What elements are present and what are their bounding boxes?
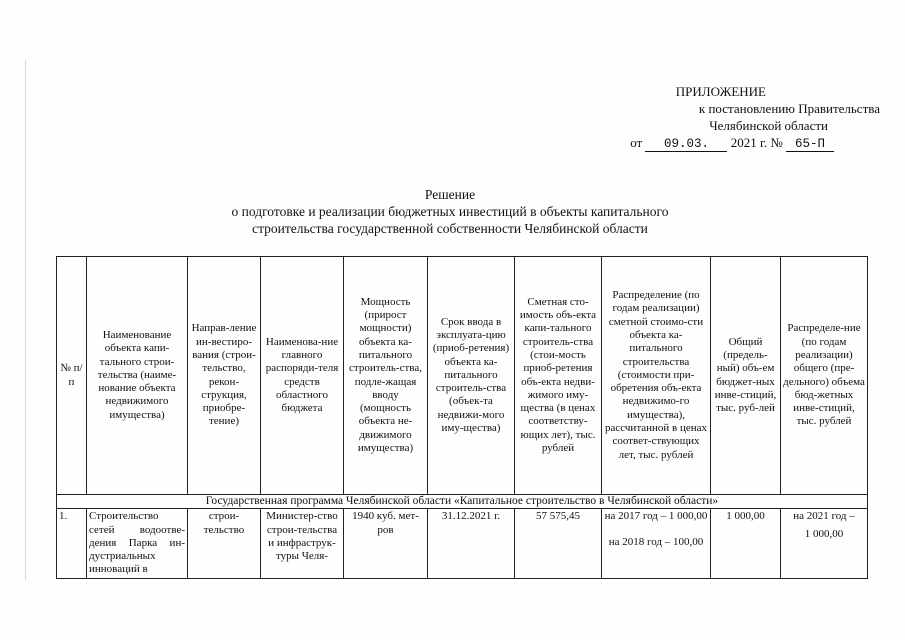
appendix-date-line (560, 134, 880, 152)
date-prefix: от (630, 135, 643, 150)
investment-table (56, 256, 868, 579)
cell-capacity: 1940 куб. мет-ров (344, 509, 428, 578)
cell-cost: 57 575,45 (515, 509, 602, 578)
col-header-deadline: Срок ввода в эксплуата-цию (приоб-ретения) объекта ка-питального строитель-ства (объек-та недвижи-мого иму-щества) (428, 257, 515, 495)
col-header-cost: Сметная сто-имость объ-екта капи-тального строитель-ства (стои-мость приоб-ретения объ-екта недви-жимого иму-щества (в ценах соответству-ющих лет), тыс. рублей (515, 257, 602, 495)
cell-deadline: 31.12.2021 г. (428, 509, 515, 578)
col-header-cost-distribution: Распределение (по годам реализации) сметной стоимо-сти объекта ка-питального строительства (стоимости при-обретения объ-екта недвижимо-го имущества), рассчитанной в ценах соответ-ствующих лет, тыс. рублей (602, 257, 711, 495)
number-field: 65-П (786, 137, 834, 152)
table-row (57, 509, 868, 578)
col-header-direction: Направ-ление ин-вестиро-вания (строи-тельство, рекон-струкция, приобре-тение) (188, 257, 261, 495)
title-line-1: Решение (424, 187, 476, 202)
col-header-name: Наименование объекта капи-тального строи-тельства (наиме-нование объекта недвижимого имущества) (87, 257, 188, 495)
col-header-total: Общий (предель-ный) объ-ем бюджет-ных инве-стиций, тыс. руб-лей (711, 257, 781, 495)
title-line-3: строительства государственной собственности Челябинской области (252, 221, 648, 236)
table-section-row (57, 495, 868, 509)
cell-total: 1 000,00 (711, 509, 781, 578)
title-line-2: о подготовке и реализации бюджетных инвестиций в объекты капитального (231, 204, 669, 219)
table-header-row (57, 257, 868, 495)
document-title (150, 186, 750, 237)
cost-distribution-2017: на 2017 год – 1 000,00 (604, 510, 708, 523)
cell-manager: Министер-ство строи-тельства и инфраструк-туры Челя- (261, 509, 344, 578)
col-header-capacity: Мощность (прирост мощности) объекта ка-питального строитель-ства, подле-жащая вводу (мощность объекта не-движимого имущества) (344, 257, 428, 495)
date-field: 09.03. (645, 137, 727, 152)
investment-2021-value: 1 000,00 (804, 527, 844, 540)
cell-cost-distribution (602, 509, 711, 578)
section-title: Государственная программа Челябинской области «Капитальное строительство в Челябинской области» (57, 495, 868, 509)
appendix-line-2: к постановлению Правительства (698, 101, 880, 116)
cost-distribution-2018: на 2018 год – 100,00 (608, 535, 704, 548)
cell-name: Строительство сетей водоотве-дения Парка ин-дустриальных инноваций в (87, 509, 188, 578)
appendix-line-3: Челябинской области (709, 118, 828, 133)
cell-num: 1. (57, 509, 87, 578)
col-header-manager: Наименова-ние главного распоряди-теля средств областного бюджета (261, 257, 344, 495)
scan-edge-line (25, 60, 26, 580)
col-header-investment-distribution: Распределе-ние (по годам реализации) общего (пре-дельного) объема бюд-жетных инве-стиций, тыс. рублей (781, 257, 868, 495)
col-header-num: № п/п (57, 257, 87, 495)
year-label: 2021 г. № (730, 135, 783, 150)
cell-direction: строи-тельство (188, 509, 261, 578)
appendix-header (560, 83, 880, 152)
appendix-label: ПРИЛОЖЕНИЕ (675, 84, 766, 99)
cell-investment-distribution (781, 509, 868, 578)
investment-2021-label: на 2021 год – (793, 510, 855, 523)
